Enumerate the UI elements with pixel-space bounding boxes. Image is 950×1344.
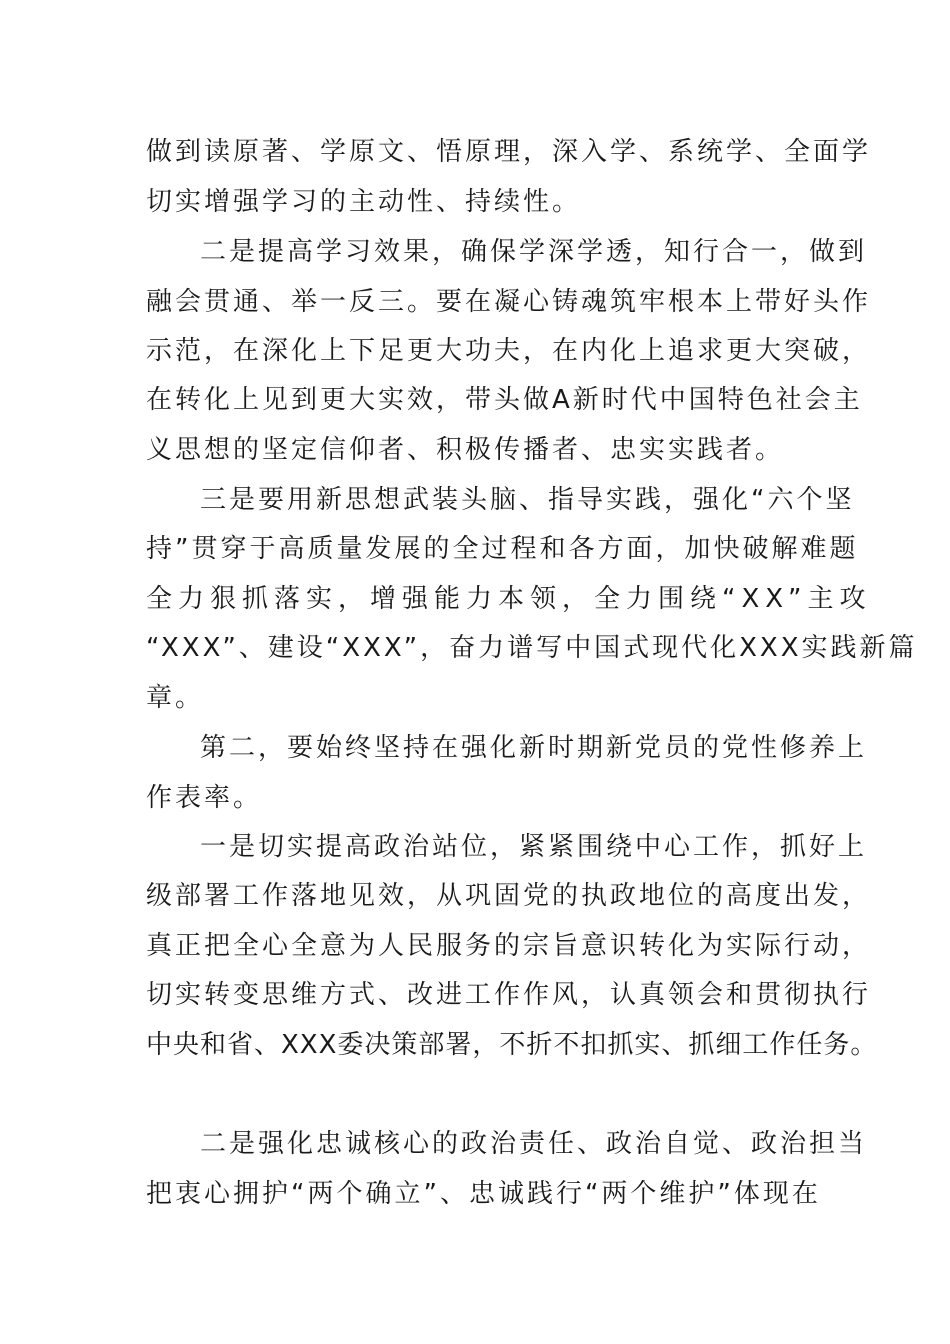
text-line: 在转化上见到更大实效，带头做A新时代中国特色社会主	[146, 385, 863, 415]
text-line: 级部署工作落地见效，从巩固党的执政地位的高度出发，	[146, 881, 872, 911]
text-line: 融会贯通、举一反三。要在凝心铸魂筑牢根本上带好头作	[146, 287, 872, 317]
text-line: 切实增强学习的主动性、持续性。	[146, 187, 582, 217]
section-heading: 第二，要始终坚持在强化新时期新党员的党性修养上	[200, 733, 868, 763]
text-line: 真正把全心全意为人民服务的宗旨意识转化为实际行动，	[146, 931, 872, 961]
text-line: 全力狠抓落实，增强能力本领，全力围绕“XX”主攻	[146, 584, 872, 614]
text-line: 章。	[146, 683, 205, 713]
text-line: 切实转变思维方式、改进工作作风，认真领会和贯彻执行	[146, 980, 872, 1010]
section-heading-continued: 作表率。	[146, 783, 263, 813]
text-line: 把衷心拥护“两个确立”、忠诚践行“两个维护”体现在	[146, 1179, 821, 1209]
paragraph-first-line: 一是切实提高政治站位，紧紧围绕中心工作，抓好上	[200, 832, 868, 862]
paragraph-first-line: 二是提高学习效果，确保学深学透，知行合一，做到	[200, 237, 868, 267]
text-line: 义思想的坚定信仰者、积极传播者、忠实实践者。	[146, 435, 785, 465]
text-line: 中央和省、XXX委决策部署，不折不扣抓实、抓细工作任务。	[146, 1030, 878, 1060]
paragraph-first-line: 三是要用新思想武装头脑、指导实践，强化“六个坚	[200, 485, 855, 515]
text-line: 做到读原著、学原文、悟原理，深入学、系统学、全面学	[146, 137, 872, 167]
text-line: “XXX”、建设“XXX”，奋力谱写中国式现代化XXX实践新篇	[146, 633, 918, 663]
text-line: 示范，在深化上下足更大功夫，在内化上追求更大突破，	[146, 336, 872, 366]
paragraph-first-line: 二是强化忠诚核心的政治责任、政治自觉、政治担当	[200, 1129, 868, 1159]
text-line: 持”贯穿于高质量发展的全过程和各方面，加快破解难题	[146, 534, 859, 564]
